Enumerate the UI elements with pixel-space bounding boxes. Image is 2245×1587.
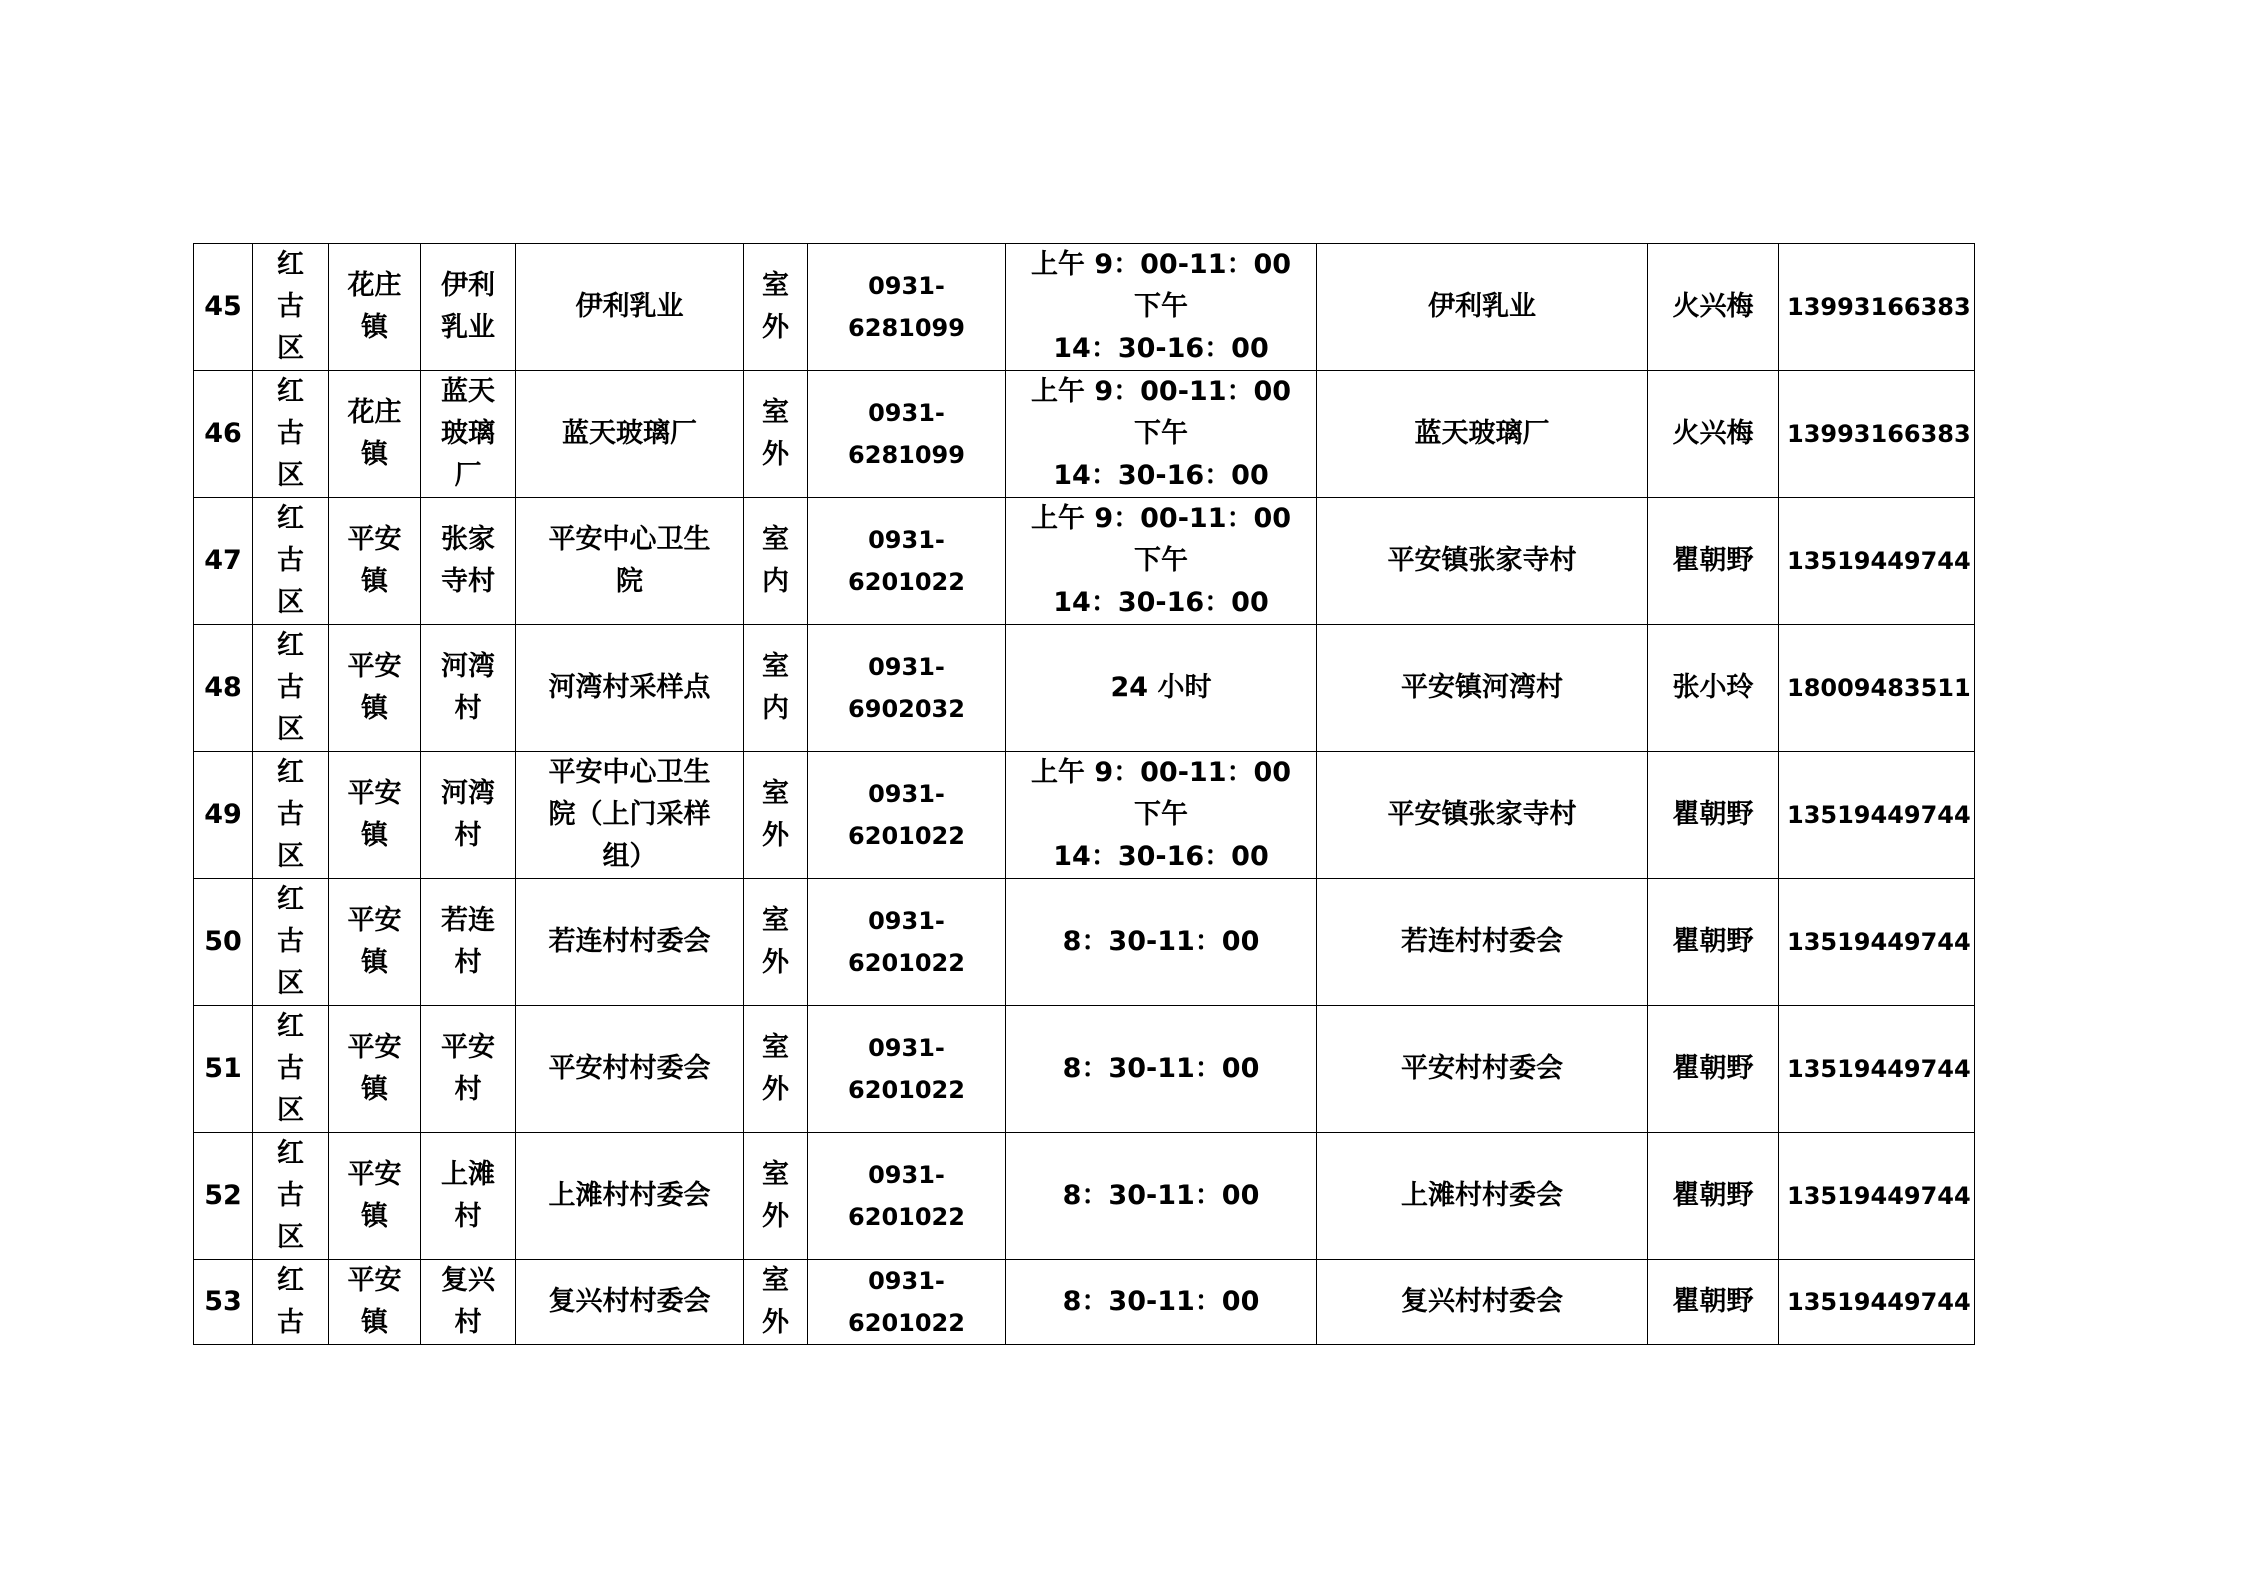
site-name-cell: 河湾村采样点 — [516, 625, 744, 752]
service-hours-cell: 上午 9：00-11：00 下午 14：30-16：00 — [1006, 371, 1317, 498]
site-name-cell: 复兴村村委会 — [516, 1260, 744, 1345]
mobile-cell: 13519449744 — [1779, 1006, 1975, 1133]
district-cell: 红 古 区 — [253, 879, 329, 1006]
village-cell: 河湾 村 — [421, 625, 516, 752]
table-row — [194, 244, 1975, 371]
address-cell: 复兴村村委会 — [1317, 1260, 1648, 1345]
contact-person-cell: 瞿朝野 — [1648, 1133, 1779, 1260]
phone-cell: 0931-6201022 — [808, 1260, 1006, 1345]
address-cell: 平安村村委会 — [1317, 1006, 1648, 1133]
district-cell: 红 古 区 — [253, 1006, 329, 1133]
contact-person-cell: 瞿朝野 — [1648, 879, 1779, 1006]
row-number: 45 — [194, 244, 253, 371]
row-number: 46 — [194, 371, 253, 498]
site-name-cell: 伊利乳业 — [516, 244, 744, 371]
indoor-outdoor-cell: 室 外 — [744, 371, 808, 498]
town-cell: 平安 镇 — [329, 498, 421, 625]
mobile-cell: 13993166383 — [1779, 244, 1975, 371]
district-cell: 红 古 区 — [253, 498, 329, 625]
town-cell: 花庄 镇 — [329, 371, 421, 498]
village-cell: 复兴 村 — [421, 1260, 516, 1345]
service-hours-cell: 上午 9：00-11：00 下午 14：30-16：00 — [1006, 244, 1317, 371]
contact-person-cell: 火兴梅 — [1648, 244, 1779, 371]
indoor-outdoor-cell: 室 外 — [744, 879, 808, 1006]
table-row — [194, 498, 1975, 625]
table-row — [194, 625, 1975, 752]
town-cell: 平安 镇 — [329, 1260, 421, 1345]
service-hours-cell: 上午 9：00-11：00 下午 14：30-16：00 — [1006, 752, 1317, 879]
address-cell: 若连村村委会 — [1317, 879, 1648, 1006]
indoor-outdoor-cell: 室 外 — [744, 244, 808, 371]
site-name-cell: 上滩村村委会 — [516, 1133, 744, 1260]
address-cell: 上滩村村委会 — [1317, 1133, 1648, 1260]
phone-cell: 0931-6201022 — [808, 1133, 1006, 1260]
table-row — [194, 1006, 1975, 1133]
row-number: 49 — [194, 752, 253, 879]
district-cell: 红 古 区 — [253, 244, 329, 371]
sampling-sites-table — [193, 243, 1975, 1345]
indoor-outdoor-cell: 室 外 — [744, 1260, 808, 1345]
town-cell: 花庄 镇 — [329, 244, 421, 371]
address-cell: 平安镇张家寺村 — [1317, 498, 1648, 625]
row-number: 52 — [194, 1133, 253, 1260]
address-cell: 伊利乳业 — [1317, 244, 1648, 371]
contact-person-cell: 瞿朝野 — [1648, 1006, 1779, 1133]
indoor-outdoor-cell: 室 内 — [744, 625, 808, 752]
phone-cell: 0931-6201022 — [808, 879, 1006, 1006]
row-number: 47 — [194, 498, 253, 625]
service-hours-cell: 8：30-11：00 — [1006, 879, 1317, 1006]
district-cell: 红 古 区 — [253, 752, 329, 879]
site-name-cell: 若连村村委会 — [516, 879, 744, 1006]
service-hours-cell: 8：30-11：00 — [1006, 1133, 1317, 1260]
site-name-cell: 平安村村委会 — [516, 1006, 744, 1133]
contact-person-cell: 瞿朝野 — [1648, 752, 1779, 879]
mobile-cell: 13993166383 — [1779, 371, 1975, 498]
town-cell: 平安 镇 — [329, 1133, 421, 1260]
town-cell: 平安 镇 — [329, 752, 421, 879]
mobile-cell: 13519449744 — [1779, 752, 1975, 879]
village-cell: 河湾 村 — [421, 752, 516, 879]
town-cell: 平安 镇 — [329, 625, 421, 752]
site-name-cell: 平安中心卫生 院 — [516, 498, 744, 625]
table-row — [194, 1260, 1975, 1345]
village-cell: 张家 寺村 — [421, 498, 516, 625]
district-cell: 红 古 区 — [253, 625, 329, 752]
service-hours-cell: 8：30-11：00 — [1006, 1260, 1317, 1345]
address-cell: 蓝天玻璃厂 — [1317, 371, 1648, 498]
indoor-outdoor-cell: 室 外 — [744, 752, 808, 879]
row-number: 53 — [194, 1260, 253, 1345]
phone-cell: 0931-6902032 — [808, 625, 1006, 752]
phone-cell: 0931-6281099 — [808, 371, 1006, 498]
indoor-outdoor-cell: 室 内 — [744, 498, 808, 625]
contact-person-cell: 火兴梅 — [1648, 371, 1779, 498]
district-cell: 红 古 区 — [253, 1133, 329, 1260]
mobile-cell: 13519449744 — [1779, 1260, 1975, 1345]
site-name-cell: 平安中心卫生 院（上门采样 组） — [516, 752, 744, 879]
address-cell: 平安镇河湾村 — [1317, 625, 1648, 752]
village-cell: 平安 村 — [421, 1006, 516, 1133]
table-row — [194, 1133, 1975, 1260]
service-hours-cell: 上午 9：00-11：00 下午 14：30-16：00 — [1006, 498, 1317, 625]
service-hours-cell: 24 小时 — [1006, 625, 1317, 752]
mobile-cell: 18009483511 — [1779, 625, 1975, 752]
row-number: 50 — [194, 879, 253, 1006]
phone-cell: 0931-6281099 — [808, 244, 1006, 371]
phone-cell: 0931-6201022 — [808, 1006, 1006, 1133]
town-cell: 平安 镇 — [329, 879, 421, 1006]
indoor-outdoor-cell: 室 外 — [744, 1006, 808, 1133]
village-cell: 上滩 村 — [421, 1133, 516, 1260]
district-cell: 红 古 — [253, 1260, 329, 1345]
town-cell: 平安 镇 — [329, 1006, 421, 1133]
phone-cell: 0931-6201022 — [808, 752, 1006, 879]
contact-person-cell: 瞿朝野 — [1648, 1260, 1779, 1345]
mobile-cell: 13519449744 — [1779, 498, 1975, 625]
table-row — [194, 879, 1975, 1006]
village-cell: 蓝天 玻璃 厂 — [421, 371, 516, 498]
mobile-cell: 13519449744 — [1779, 879, 1975, 1006]
service-hours-cell: 8：30-11：00 — [1006, 1006, 1317, 1133]
site-name-cell: 蓝天玻璃厂 — [516, 371, 744, 498]
contact-person-cell: 瞿朝野 — [1648, 498, 1779, 625]
indoor-outdoor-cell: 室 外 — [744, 1133, 808, 1260]
district-cell: 红 古 区 — [253, 371, 329, 498]
phone-cell: 0931-6201022 — [808, 498, 1006, 625]
village-cell: 伊利 乳业 — [421, 244, 516, 371]
village-cell: 若连 村 — [421, 879, 516, 1006]
mobile-cell: 13519449744 — [1779, 1133, 1975, 1260]
address-cell: 平安镇张家寺村 — [1317, 752, 1648, 879]
row-number: 51 — [194, 1006, 253, 1133]
table-row — [194, 752, 1975, 879]
contact-person-cell: 张小玲 — [1648, 625, 1779, 752]
table-row — [194, 371, 1975, 498]
row-number: 48 — [194, 625, 253, 752]
